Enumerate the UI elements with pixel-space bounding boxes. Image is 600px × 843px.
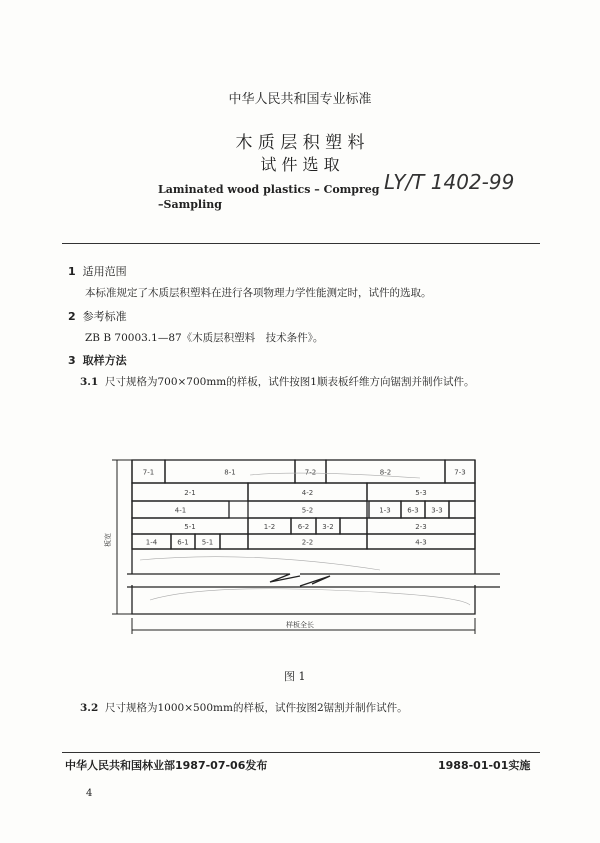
piece-label: 8-2 (379, 468, 392, 477)
piece-label: 5-3 (415, 489, 427, 497)
title-en-2: –Sampling (158, 198, 222, 211)
section-2-text: ZB B 70003.1—87《木质层积塑料 技术条件》。 (85, 332, 324, 344)
piece-label: 6-2 (297, 523, 310, 531)
section-2-heading: 2 参考标准 (68, 310, 127, 323)
piece-label: 1-4 (145, 538, 158, 547)
piece-label: 3-3 (431, 506, 443, 515)
specimen-piece (340, 518, 367, 534)
clause-3-2: 3.2 尺寸规格为1000×500mm的样板，试件按图2锯割并制作试件。 (80, 702, 408, 714)
section-1-heading: 1 适用范围 (68, 265, 127, 278)
figure-caption: 图 1 (284, 670, 306, 683)
title-cn-2: 试 件 选 取 (260, 155, 340, 174)
piece-label: 5-2 (301, 506, 314, 515)
handwritten-code: LY/T 1402-99 (384, 170, 515, 194)
piece-label: 2-1 (184, 489, 196, 497)
piece-label: 7-3 (454, 468, 466, 477)
piece-label: 6-1 (177, 538, 189, 547)
width-dimension-line (112, 460, 132, 614)
section-3-heading: 3 取样方法 (68, 354, 127, 367)
piece-label: 1-3 (379, 506, 391, 515)
clause-3-1: 3.1 尺寸规格为700×700mm的样板，试件按图1顺表板纤维方向锯割并制作试件。 (80, 376, 475, 388)
piece-label: 2-2 (301, 538, 314, 547)
title-en-1: Laminated wood plastics – Compreg (158, 183, 380, 196)
page-number: 4 (86, 788, 93, 799)
piece-label: 5-1 (201, 538, 214, 547)
section-1-text: 本标准规定了木质层积塑料在进行各项物理力学性能测定时，试件的选取。 (85, 287, 432, 299)
issued-date: 中华人民共和国林业部1987-07-06发布 (65, 759, 268, 772)
issuing-org: 中华人民共和国专业标准 (228, 92, 372, 107)
piece-label: 4-3 (415, 538, 427, 547)
specimen-piece (449, 501, 475, 518)
piece-label: 2-3 (415, 523, 427, 531)
length-label: 样板全长 (286, 621, 314, 629)
footer-rule (62, 752, 540, 753)
piece-label: 6-3 (407, 506, 419, 515)
piece-label: 4-2 (301, 489, 314, 497)
piece-label: 7-1 (142, 468, 155, 477)
piece-label: 3-2 (322, 523, 334, 531)
piece-label: 8-1 (224, 468, 236, 477)
effective-date: 1988-01-01实施 (438, 759, 531, 772)
piece-label: 4-1 (174, 506, 187, 515)
piece-label: 1-2 (263, 523, 276, 531)
title-cn-1: 木 质 层 积 塑 料 (235, 133, 365, 153)
piece-label: 7-2 (304, 468, 317, 477)
width-label: 板宽 (104, 533, 112, 547)
piece-label: 5-1 (184, 523, 196, 531)
specimen-piece (220, 534, 248, 549)
